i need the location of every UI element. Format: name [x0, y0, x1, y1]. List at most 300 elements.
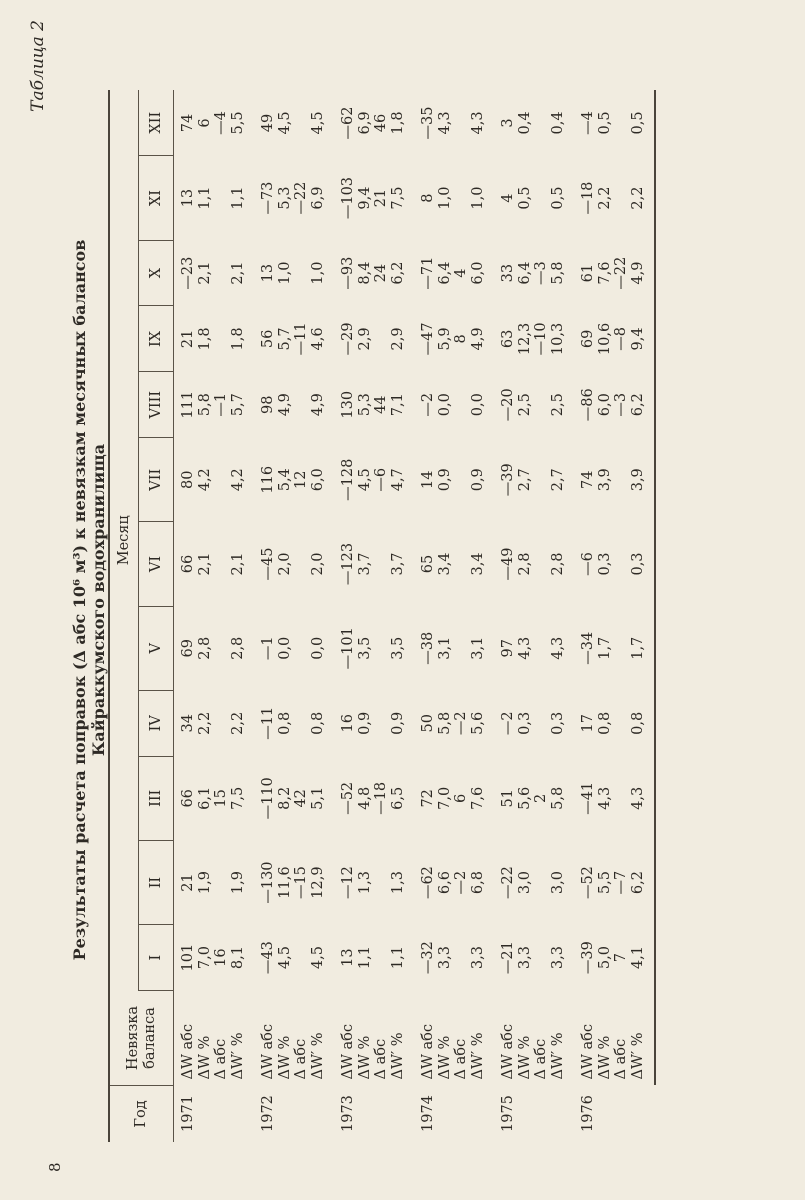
value-cell	[453, 522, 470, 606]
value-cell: 74	[180, 113, 196, 133]
value-cell	[453, 156, 470, 240]
value-cell: —38	[420, 631, 436, 665]
value-cell: 12,9	[309, 866, 326, 899]
value-cell: 2,8	[516, 552, 533, 576]
value-cell: —23	[180, 256, 196, 290]
table-row	[613, 90, 630, 1142]
value-cell: —86	[580, 388, 596, 422]
value-cell: 6,2	[630, 372, 656, 438]
value-cell: 111	[180, 390, 196, 419]
value-cell: 4,3	[596, 786, 613, 810]
value-cell: 5,9	[436, 327, 453, 351]
value-cell: 1,7	[630, 606, 656, 690]
value-cell: 4,3	[549, 636, 566, 660]
value-cell: 12,3	[516, 322, 533, 356]
value-cell	[373, 522, 390, 606]
value-cell: 3,3	[549, 946, 566, 970]
value-cell: —101	[340, 627, 356, 670]
page-number: 8	[46, 1162, 64, 1172]
value-cell: 2,9	[356, 327, 373, 351]
year-cell: 1971	[180, 1095, 196, 1132]
value-cell: 2,8	[196, 636, 213, 660]
value-cell	[613, 522, 630, 606]
value-cell: 1,1	[389, 946, 406, 970]
balance-discrepancy-header	[109, 991, 174, 1086]
value-cell: 1,0	[276, 261, 293, 285]
year-cell: 1976	[580, 1095, 596, 1132]
value-cell: 66	[180, 789, 196, 808]
value-cell: 4,5	[356, 468, 373, 492]
value-cell: —39	[580, 941, 596, 975]
value-cell: 0,5	[549, 186, 566, 210]
month-header-6: VI	[139, 522, 174, 606]
value-cell: —22	[613, 256, 629, 290]
value-cell	[293, 522, 310, 606]
value-cell: 3,0	[549, 871, 566, 895]
value-cell: 4,2	[229, 468, 246, 492]
value-cell	[293, 606, 310, 690]
value-cell: 0,0	[436, 393, 453, 417]
value-cell: 101	[180, 943, 196, 972]
value-cell: 13	[180, 188, 196, 208]
value-cell: 4,3	[436, 111, 453, 135]
value-cell: —6	[373, 467, 389, 492]
value-cell: 4,1	[630, 925, 656, 991]
value-cell: 6,4	[436, 261, 453, 285]
value-cell: —20	[500, 388, 516, 422]
value-cell: —110	[260, 777, 276, 820]
row-label: ΔW %	[436, 1035, 453, 1080]
value-cell: 0,8	[596, 711, 613, 735]
table-row	[213, 90, 230, 1142]
correction-table	[108, 90, 656, 1142]
value-cell: 5,1	[309, 786, 326, 810]
table-row	[517, 90, 534, 1142]
value-cell: 10,3	[549, 322, 566, 356]
value-cell: 1,0	[469, 186, 486, 210]
table-row	[574, 90, 597, 1142]
value-cell: —62	[420, 866, 436, 900]
value-cell	[453, 438, 470, 522]
value-cell	[293, 240, 310, 306]
table-row	[470, 90, 495, 1142]
value-cell: —29	[340, 322, 356, 356]
value-cell: 4,9	[469, 327, 486, 351]
value-cell: —130	[260, 861, 276, 904]
title-line-2: Кайраккумского водохранилища	[89, 443, 108, 757]
value-cell: 6,4	[516, 261, 533, 285]
value-cell: 0,9	[389, 711, 406, 735]
value-cell	[533, 925, 550, 991]
value-cell: 6,0	[469, 261, 486, 285]
value-cell: 1,8	[229, 327, 246, 351]
value-cell: 2,8	[549, 552, 566, 576]
value-cell: —2	[420, 392, 436, 417]
value-cell: —45	[260, 547, 276, 581]
value-cell: 6,0	[596, 393, 613, 417]
value-cell	[613, 156, 630, 240]
value-cell	[613, 756, 630, 840]
value-cell: 2,2	[196, 711, 213, 735]
value-cell: —12	[340, 866, 356, 900]
value-cell	[213, 306, 230, 372]
value-cell: 6,9	[309, 186, 326, 210]
value-cell: 0,8	[630, 690, 656, 756]
month-header-1: I	[139, 925, 174, 991]
value-cell: 2,2	[229, 711, 246, 735]
value-cell: —22	[293, 181, 309, 215]
value-cell	[533, 438, 550, 522]
table-row	[630, 90, 656, 1142]
value-cell: 0,3	[549, 711, 566, 735]
nevyazka-line-2: баланса	[141, 1007, 158, 1069]
value-cell: 4,3	[469, 111, 486, 135]
value-cell: —41	[580, 781, 596, 815]
row-label: ΔW′ %	[630, 991, 656, 1086]
value-cell	[453, 925, 470, 991]
value-cell	[373, 925, 390, 991]
value-cell: —73	[260, 181, 276, 215]
value-cell: 2,7	[549, 468, 566, 492]
value-cell: 2,2	[630, 156, 656, 240]
value-cell: 2,0	[309, 552, 326, 576]
table-row	[437, 90, 454, 1142]
row-label: ΔW абс	[260, 1024, 276, 1080]
value-cell: 6,5	[389, 786, 406, 810]
value-cell: —4	[213, 111, 229, 135]
value-cell: 51	[500, 789, 516, 808]
row-label: ΔW′ %	[549, 1032, 566, 1080]
value-cell: 2,1	[196, 261, 213, 285]
row-label: ΔW абс	[500, 1024, 516, 1080]
value-cell	[373, 840, 390, 924]
row-label: ΔW абс	[340, 1024, 356, 1080]
value-cell: 8,1	[229, 946, 246, 970]
table-row	[293, 90, 310, 1142]
value-cell: 21	[373, 188, 389, 208]
table-row	[494, 90, 517, 1142]
month-header-12: XII	[139, 90, 174, 156]
value-cell	[533, 90, 550, 156]
value-cell: 56	[260, 329, 276, 349]
value-cell: —52	[580, 866, 596, 900]
value-cell: 0,5	[630, 90, 656, 156]
value-cell: 1,8	[389, 111, 406, 135]
row-label: ΔW абс	[420, 1024, 436, 1080]
value-cell: 0,4	[516, 111, 533, 135]
table-row	[373, 90, 390, 1142]
value-cell	[533, 840, 550, 924]
value-cell: 2,5	[549, 393, 566, 417]
value-cell: 3,0	[516, 871, 533, 895]
value-cell: 24	[373, 263, 389, 283]
value-cell: 4	[453, 268, 469, 278]
value-cell: —18	[580, 181, 596, 215]
value-cell: 16	[340, 714, 356, 733]
value-cell: 2,7	[516, 468, 533, 492]
value-cell	[533, 522, 550, 606]
value-cell	[213, 606, 230, 690]
value-cell: 4,8	[356, 786, 373, 810]
value-cell: 1,7	[596, 636, 613, 660]
value-cell: —10	[533, 322, 549, 356]
value-cell	[533, 372, 550, 438]
month-header-10: X	[139, 240, 174, 306]
value-cell: 5,5	[596, 871, 613, 895]
row-label: ΔW абс	[580, 1024, 596, 1080]
value-cell: 2	[533, 793, 549, 803]
value-cell: 1,9	[196, 871, 213, 895]
value-cell	[453, 90, 470, 156]
value-cell: 8	[453, 334, 469, 344]
row-label: Δ абс	[613, 1038, 629, 1080]
value-cell: 2,1	[229, 261, 246, 285]
value-cell: 7,6	[596, 261, 613, 285]
value-cell	[293, 90, 310, 156]
row-label: ΔW′ %	[469, 1032, 486, 1080]
value-cell: 1,9	[229, 871, 246, 895]
value-cell	[533, 156, 550, 240]
value-cell: 7,1	[389, 393, 406, 417]
row-label: ΔW′ %	[229, 1032, 246, 1080]
value-cell: 0,9	[469, 468, 486, 492]
value-cell: 4,6	[309, 327, 326, 351]
value-cell: 9,4	[356, 186, 373, 210]
table-row	[357, 90, 374, 1142]
value-cell: —47	[420, 322, 436, 356]
value-cell: 5,8	[549, 261, 566, 285]
row-label: ΔW %	[196, 1035, 213, 1080]
value-cell	[213, 522, 230, 606]
value-cell: —1	[260, 636, 276, 661]
row-label: ΔW %	[516, 1035, 533, 1080]
month-header-11: XI	[139, 156, 174, 240]
value-cell: 7,0	[436, 786, 453, 810]
row-label: ΔW′ %	[389, 1032, 406, 1080]
value-cell: —43	[260, 941, 276, 975]
value-cell: 74	[580, 470, 596, 489]
value-cell	[453, 606, 470, 690]
table-row	[277, 90, 294, 1142]
value-cell: 9,4	[630, 306, 656, 372]
value-cell: 6	[196, 118, 213, 128]
value-cell: 5,8	[549, 786, 566, 810]
value-cell: 5,7	[276, 327, 293, 351]
year-cell: 1975	[500, 1095, 516, 1132]
value-cell: 14	[420, 470, 436, 489]
value-cell: 8	[420, 193, 436, 203]
table-row	[334, 90, 357, 1142]
value-cell: 5,3	[276, 186, 293, 210]
value-cell: 4,3	[630, 756, 656, 840]
value-cell	[533, 606, 550, 690]
value-cell: 13	[340, 948, 356, 967]
value-cell: 2,9	[389, 327, 406, 351]
value-cell: 6,8	[469, 871, 486, 895]
value-cell: 5,4	[276, 468, 293, 492]
value-cell: 3,4	[469, 552, 486, 576]
value-cell: 4,9	[630, 240, 656, 306]
value-cell: 0,3	[596, 552, 613, 576]
value-cell: 7	[613, 952, 629, 963]
value-cell: 3,3	[436, 946, 453, 970]
table-row	[597, 90, 614, 1142]
row-label: Δ абс	[453, 1038, 469, 1080]
value-cell: 1,3	[389, 871, 406, 895]
value-cell: —128	[340, 458, 356, 501]
month-header-row	[139, 90, 174, 1142]
value-cell: —123	[340, 542, 356, 586]
value-cell: 80	[180, 470, 196, 489]
value-cell: 1,1	[229, 186, 246, 210]
value-cell: 72	[420, 789, 436, 808]
table-row	[390, 90, 415, 1142]
value-cell: 6,0	[309, 468, 326, 492]
value-cell: 0,0	[309, 636, 326, 660]
value-cell: 7,5	[389, 186, 406, 210]
value-cell	[213, 438, 230, 522]
value-cell: 4	[500, 193, 516, 203]
value-cell: 10,6	[596, 322, 613, 356]
table-label: Таблица 2	[28, 20, 48, 112]
value-cell	[293, 925, 310, 991]
value-cell: 130	[340, 390, 356, 419]
table-row	[533, 90, 550, 1142]
value-cell: 5,8	[196, 393, 213, 417]
row-label: Δ абс	[293, 1038, 309, 1080]
value-cell	[453, 372, 470, 438]
value-cell: 1,0	[309, 261, 326, 285]
value-cell: 0,0	[469, 393, 486, 417]
value-cell: 7,6	[469, 786, 486, 810]
value-cell: 0,5	[596, 111, 613, 135]
month-header-9: IX	[139, 306, 174, 372]
value-cell: —21	[500, 941, 516, 975]
value-cell: 1,0	[436, 186, 453, 210]
year-cell: 1973	[340, 1095, 356, 1132]
value-cell: —35	[420, 106, 436, 140]
value-cell: 6,6	[436, 871, 453, 895]
value-cell: —3	[613, 392, 629, 417]
value-cell	[213, 690, 230, 756]
month-header-7: VII	[139, 438, 174, 522]
value-cell: —2	[500, 711, 516, 736]
value-cell: 0,9	[356, 711, 373, 735]
month-header-2: II	[139, 840, 174, 924]
value-cell: 4,9	[309, 393, 326, 417]
row-label: ΔW %	[356, 1035, 373, 1080]
value-cell: 34	[180, 714, 196, 733]
value-cell: 2,1	[196, 552, 213, 576]
value-cell: 3,7	[356, 552, 373, 576]
table-row	[197, 90, 214, 1142]
nevyazka-line-1: Невязка	[124, 1005, 141, 1071]
value-cell: 3,3	[516, 946, 533, 970]
value-cell: 11,6	[276, 866, 293, 899]
value-cell: 44	[373, 395, 389, 414]
value-cell: —103	[340, 176, 356, 220]
value-cell: 42	[293, 789, 309, 808]
value-cell: 0,3	[630, 522, 656, 606]
table-row	[254, 90, 277, 1142]
row-label: ΔW %	[276, 1035, 293, 1080]
value-cell: 5,5	[229, 111, 246, 135]
row-label: Δ абс	[213, 1038, 229, 1080]
value-cell: 5,6	[516, 786, 533, 810]
value-cell: 3,4	[436, 552, 453, 576]
value-cell: 2,8	[229, 636, 246, 660]
row-label: Δ абс	[533, 1038, 549, 1080]
value-cell: 98	[260, 395, 276, 414]
value-cell: 3,1	[436, 636, 453, 660]
value-cell	[533, 690, 550, 756]
value-cell: 0,5	[516, 186, 533, 210]
value-cell	[213, 840, 230, 924]
value-cell: —2	[453, 711, 469, 736]
value-cell: —71	[420, 256, 436, 290]
value-cell: —49	[500, 547, 516, 581]
value-cell: 15	[213, 789, 229, 808]
value-cell: 33	[500, 263, 516, 283]
value-cell: 3,9	[630, 438, 656, 522]
value-cell: 3,3	[469, 946, 486, 970]
value-cell: 4,5	[276, 111, 293, 135]
value-cell: 3,9	[596, 468, 613, 492]
value-cell	[293, 372, 310, 438]
value-cell: —52	[340, 781, 356, 815]
month-header-5: V	[139, 606, 174, 690]
value-cell: 21	[180, 329, 196, 349]
year-cell: 1974	[420, 1095, 436, 1132]
table-row	[414, 90, 437, 1142]
value-cell: —34	[580, 631, 596, 665]
value-cell: 69	[180, 639, 196, 658]
value-cell: 4,9	[276, 393, 293, 417]
value-cell: —22	[500, 866, 516, 900]
value-cell: —4	[580, 111, 596, 135]
value-cell: —1	[213, 392, 229, 417]
row-label: ΔW абс	[180, 1024, 196, 1080]
value-cell: 13	[260, 263, 276, 283]
value-cell: 116	[260, 465, 276, 494]
value-cell	[613, 690, 630, 756]
value-cell: —11	[293, 322, 309, 356]
value-cell: 2,2	[596, 186, 613, 210]
value-cell: 61	[580, 263, 596, 283]
value-cell	[613, 606, 630, 690]
value-cell: 3,5	[356, 636, 373, 660]
month-group-header: Месяц	[109, 90, 139, 991]
value-cell: 5,7	[229, 393, 246, 417]
value-cell: —3	[533, 261, 549, 285]
value-cell: 3,1	[469, 636, 486, 660]
month-header-4: IV	[139, 690, 174, 756]
value-cell: —8	[613, 327, 629, 351]
value-cell: 0,4	[549, 111, 566, 135]
value-cell: 3,5	[389, 636, 406, 660]
value-cell: 1,8	[196, 327, 213, 351]
table-row	[174, 90, 197, 1142]
table-row	[453, 90, 470, 1142]
row-label: ΔW′ %	[309, 1032, 326, 1080]
value-cell: 4,7	[389, 468, 406, 492]
value-cell: —11	[260, 706, 276, 740]
value-cell	[613, 438, 630, 522]
value-cell: —32	[420, 941, 436, 975]
row-label: ΔW %	[596, 1035, 613, 1080]
value-cell: 4,5	[309, 111, 326, 135]
value-cell: 0,8	[309, 711, 326, 735]
